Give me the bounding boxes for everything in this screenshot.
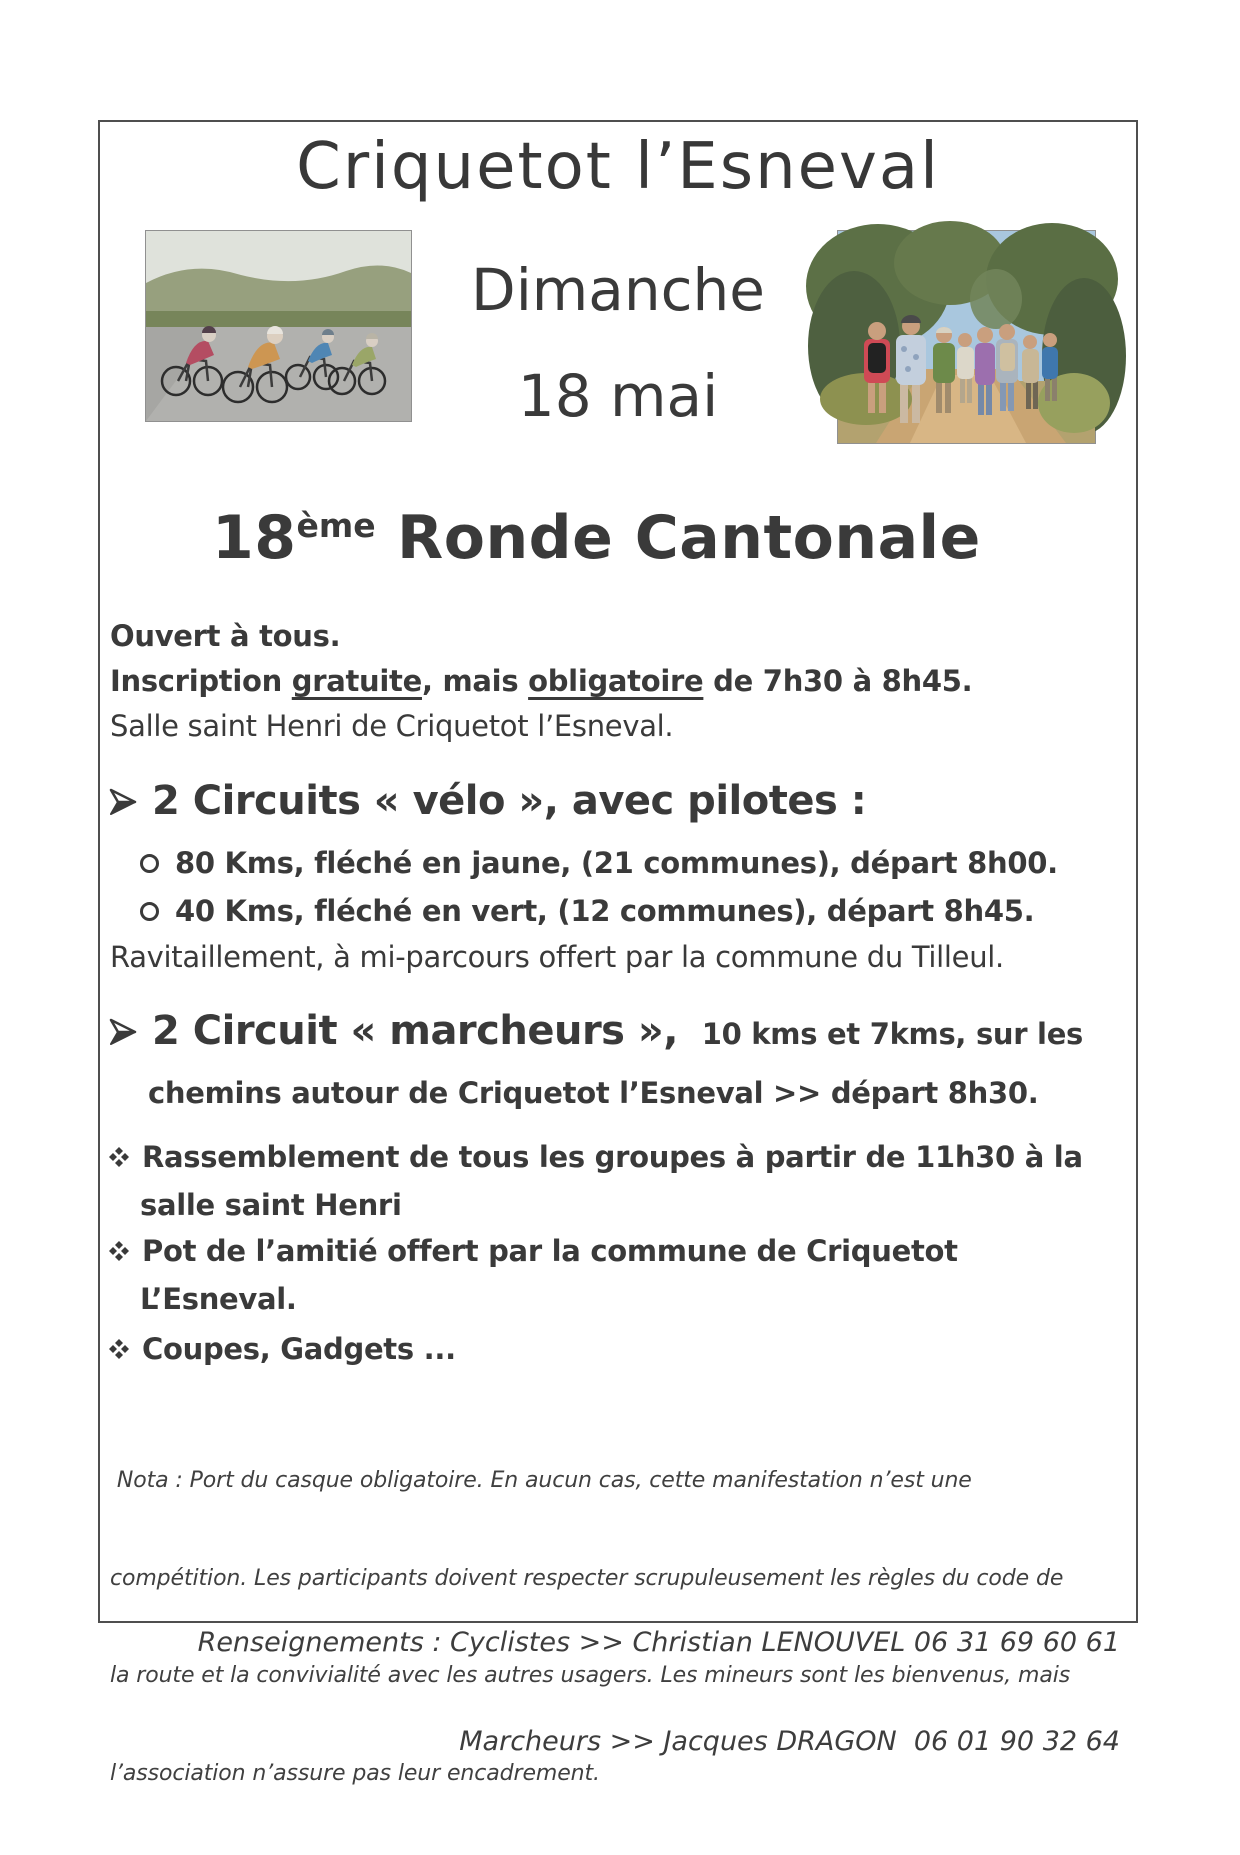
date-line-day: Dimanche <box>471 256 765 324</box>
velo-item-80km: 80 Kms, fléché en jaune, (21 communes), départ 8h00. <box>175 846 1058 880</box>
open-to-all-line: Ouvert à tous. <box>110 619 341 653</box>
velo-item-40km: 40 Kms, fléché en vert, (12 communes), départ 8h45. <box>175 894 1035 928</box>
heading-rest: Ronde Cantonale <box>375 503 981 573</box>
flyer-title: Criquetot l’Esneval <box>296 130 940 204</box>
marche-heading-row <box>108 1008 1083 1054</box>
contact-marcheurs: Marcheurs >> Jacques DRAGON 06 01 90 32 64 <box>459 1726 1120 1757</box>
flyer-sheet <box>98 120 1138 1786</box>
nota-line: la route et la convivialité avec les autres usagers. Les mineurs sont les bienvenus, mais <box>110 1663 1071 1688</box>
arrow-bullet-icon <box>108 1017 138 1047</box>
inscription-mid: , mais <box>421 664 529 698</box>
inscription-gratuite-underlined: gratuite <box>291 664 422 698</box>
velo-item-row-80km <box>140 846 1058 880</box>
marche-line2: chemins autour de Criquetot l’Esneval >> départ 8h30. <box>148 1076 1039 1110</box>
date-line-date: 18 mai <box>517 362 719 430</box>
bullet-rassemblement-cont: salle saint Henri <box>140 1188 402 1222</box>
bullet-rassemblement-text: Rassemblement de tous les groupes à partir de 11h30 à la <box>142 1140 1083 1174</box>
diamond-bullet-icon <box>108 1146 130 1168</box>
contacts-block <box>198 1560 1120 1824</box>
bullet-row-coupes <box>108 1332 456 1366</box>
bullet-pot-cont: L’Esneval. <box>140 1282 297 1316</box>
velo-heading-text: 2 Circuits « vélo », avec pilotes : <box>152 778 867 824</box>
bullet-row-rassemblement <box>108 1140 1083 1174</box>
inscription-line <box>110 664 972 698</box>
ravitaillement-line: Ravitaillement, à mi-parcours offert par la commune du Tilleul. <box>110 940 1004 974</box>
bullet-row-pot <box>108 1234 958 1268</box>
bullet-coupes-text: Coupes, Gadgets ... <box>142 1332 456 1366</box>
inscription-obligatoire-underlined: obligatoire <box>528 664 704 698</box>
bullet-pot-text: Pot de l’amitié offert par la commune de Criquetot <box>142 1234 958 1268</box>
salle-line: Salle saint Henri de Criquetot l’Esneval. <box>110 709 674 743</box>
velo-heading-row <box>108 778 866 824</box>
arrow-bullet-icon <box>108 787 138 817</box>
heading-ordinal-suffix: ème <box>296 506 376 545</box>
inscription-prefix: Inscription <box>110 664 292 698</box>
marche-heading-big: 2 Circuit « marcheurs », <box>152 1008 678 1054</box>
contact-cyclistes: Renseignements : Cyclistes >> Christian LENOUVEL 06 31 69 60 61 <box>197 1627 1120 1658</box>
nota-line: compétition. Les participants doivent respecter scrupuleusement les règles du code de <box>110 1565 1064 1591</box>
diamond-bullet-icon <box>108 1338 130 1360</box>
nota-line: l’association n’assure pas leur encadrement. <box>110 1760 600 1786</box>
inscription-suffix: de 7h30 à 8h45. <box>703 664 973 698</box>
circle-bullet-icon <box>140 902 159 921</box>
nota-line: Nota : Port du casque obligatoire. En aucun cas, cette manifestation n’est une <box>110 1468 972 1493</box>
velo-item-row-40km <box>140 894 1034 928</box>
marche-heading-small: 10 kms et 7kms, sur les <box>691 1017 1084 1051</box>
circle-bullet-icon <box>140 854 159 873</box>
diamond-bullet-icon <box>108 1240 130 1262</box>
event-heading <box>212 504 981 573</box>
heading-number: 18 <box>212 503 297 573</box>
